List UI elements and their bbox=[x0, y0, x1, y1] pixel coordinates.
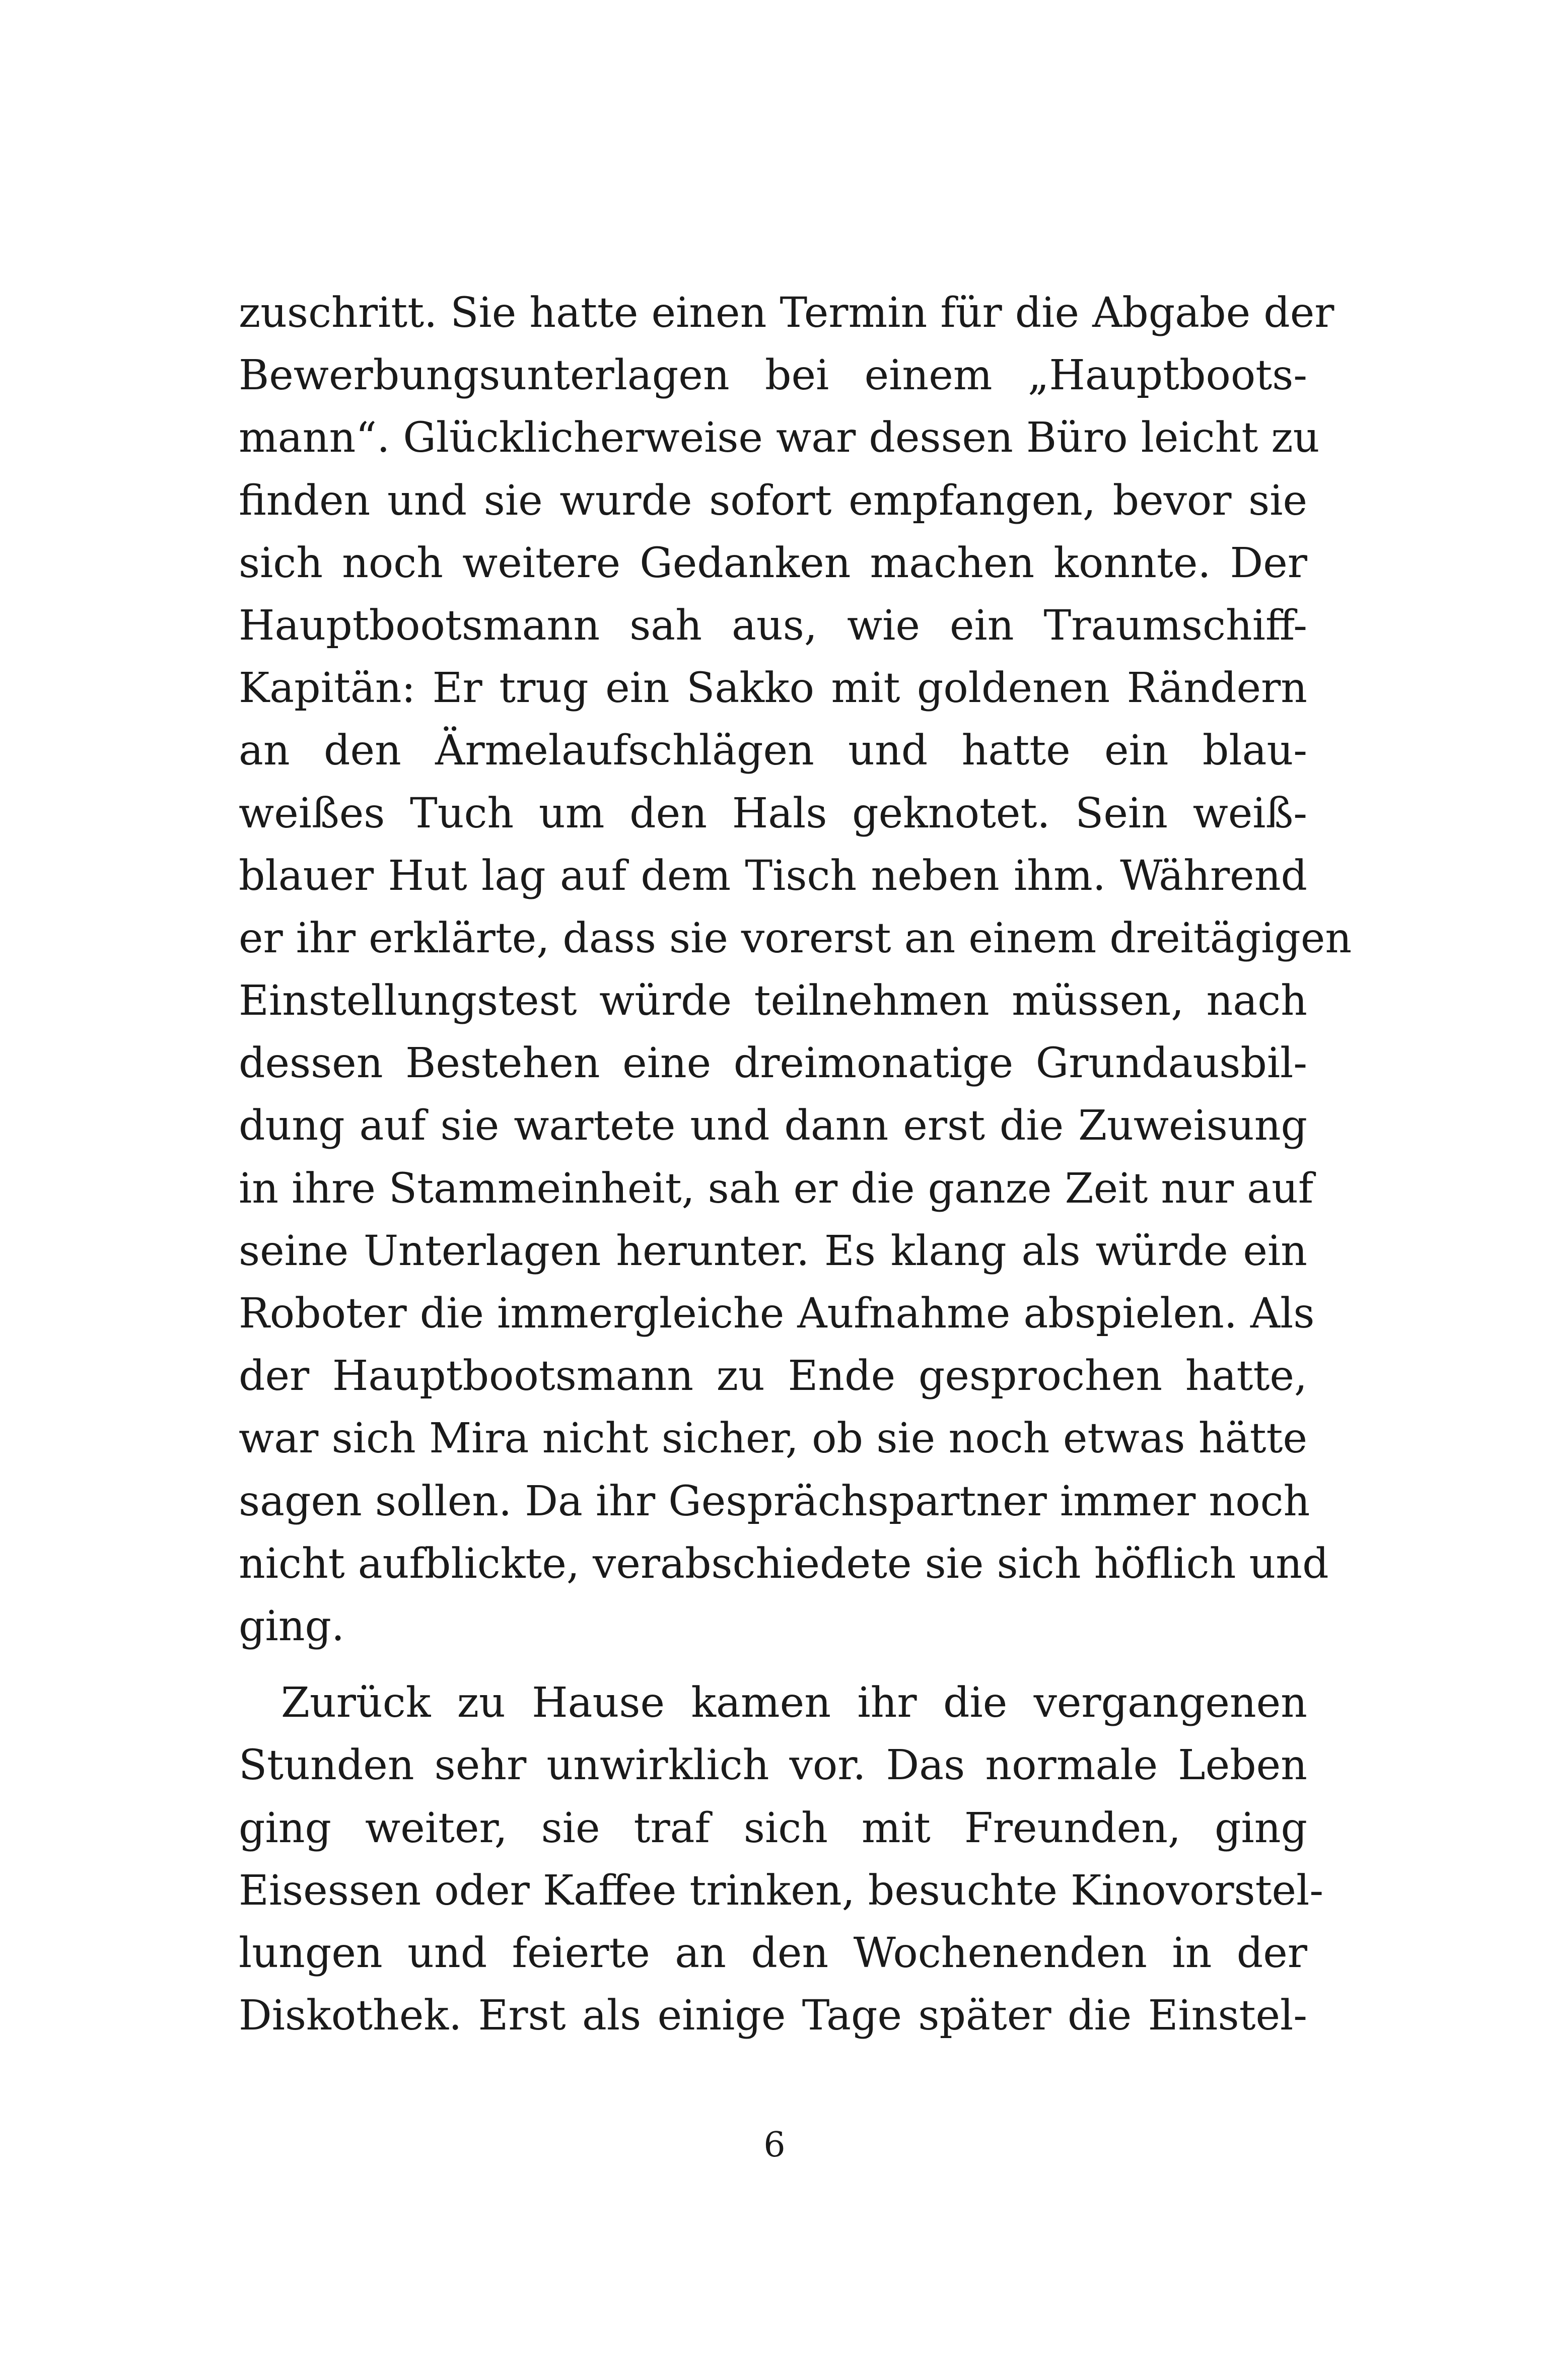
text-line: an den Ärmelaufschlägen und hatte ein blau- bbox=[239, 727, 1307, 775]
text-line: Einstellungstest würde teilnehmen müssen, nach bbox=[239, 977, 1307, 1025]
text-line: seine Unterlagen herunter. Es klang als würde ein bbox=[239, 1227, 1307, 1275]
text-line: Kapitän: Er trug ein Sakko mit goldenen Rändern bbox=[239, 664, 1307, 713]
text-line: lungen und feierte an den Wochenenden in der bbox=[239, 1929, 1307, 1977]
text-line: weißes Tuch um den Hals geknotet. Sein weiß- bbox=[239, 789, 1307, 837]
paragraph-gap bbox=[239, 1658, 1307, 1672]
text-line: mann“. Glücklicherweise war dessen Büro leicht zu bbox=[239, 414, 1320, 462]
text-line: Zurück zu Hause kamen ihr die vergangenen bbox=[281, 1679, 1307, 1727]
paragraph-1 bbox=[239, 282, 1352, 1658]
text-line: er ihr erklärte, dass sie vorerst an einem dreitägigen bbox=[239, 914, 1352, 962]
text-line: Eisessen oder Kaffee trinken, besuchte Kinovorstel- bbox=[239, 1866, 1324, 1915]
text-line: zuschritt. Sie hatte einen Termin für die Abgabe der bbox=[239, 289, 1334, 337]
text-line: Bewerbungsunterlagen bei einem „Hauptboots- bbox=[239, 352, 1307, 400]
text-line: Roboter die immergleiche Aufnahme abspielen. Als bbox=[239, 1290, 1315, 1338]
text-line: Diskothek. Erst als einige Tage später die Einstel- bbox=[239, 1992, 1307, 2040]
text-line: blauer Hut lag auf dem Tisch neben ihm. Während bbox=[239, 852, 1307, 900]
text-line: war sich Mira nicht sicher, ob sie noch etwas hätte bbox=[239, 1415, 1307, 1463]
text-line: in ihre Stammeinheit, sah er die ganze Zeit nur auf bbox=[239, 1164, 1314, 1213]
text-line: finden und sie wurde sofort empfangen, bevor sie bbox=[239, 476, 1307, 525]
text-line: dung auf sie wartete und dann erst die Zuweisung bbox=[239, 1102, 1307, 1150]
text-line: der Hauptbootsmann zu Ende gesprochen hatte, bbox=[239, 1352, 1307, 1401]
paragraph-2 bbox=[239, 1672, 1324, 2047]
text-line: ging weiter, sie traf sich mit Freunden, ging bbox=[239, 1804, 1307, 1852]
body-text bbox=[239, 282, 1352, 2047]
text-line: nicht aufblickte, verabschiedete sie sich höflich und bbox=[239, 1539, 1329, 1588]
text-line: Hauptbootsmann sah aus, wie ein Traumschiff- bbox=[239, 601, 1307, 650]
text-line: ging. bbox=[239, 1602, 345, 1650]
page-number: 6 bbox=[763, 2125, 786, 2165]
text-line: sich noch weitere Gedanken machen konnte. Der bbox=[239, 539, 1307, 587]
text-line: dessen Bestehen eine dreimonatige Grundausbil- bbox=[239, 1039, 1307, 1088]
text-line: sagen sollen. Da ihr Gesprächspartner immer noch bbox=[239, 1477, 1310, 1525]
text-line: Stunden sehr unwirklich vor. Das normale Leben bbox=[239, 1741, 1307, 1790]
